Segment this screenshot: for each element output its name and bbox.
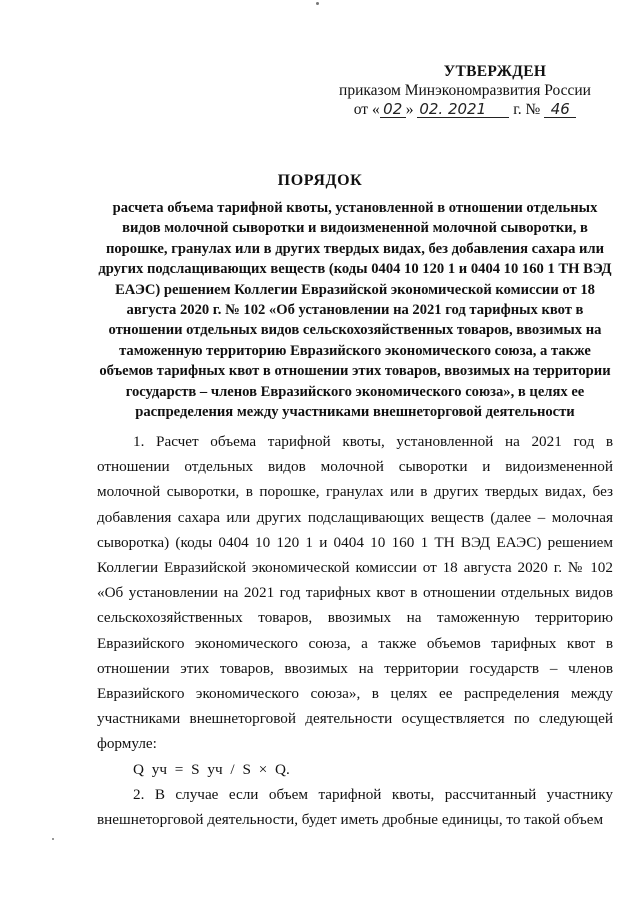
quote-close: » — [405, 101, 414, 118]
approval-block — [330, 62, 600, 119]
approval-heading: УТВЕРЖДЕН — [443, 63, 547, 80]
paragraph-1: 1. Расчет объема тарифной квоты, установленной на 2021 год в отношении отдельных видов молочной сыворотки и видоизмененной молочной сыворотки, в порошке, гранулах или в других твердых видах, без добавления сахара или других подслащивающих веществ (далее – молочная сыворотка) (коды 0404 10 120 1 и 0404 10 160 1 ТН ВЭД ЕАЭС) решением Коллегии Евразийской экономической комиссии от 18 августа 2020 г. № 102 «Об установлении на 2021 год тарифных квот в отношении отдельных видов сельскохозяйственных товаров, ввозимых на таможенную территорию Евразийского экономического союза, а также объемов тарифных квот в отношении этих товаров, ввозимых на территории государств – членов Евразийского экономического союза», в целях ее распределения между участниками внешнеторговой деятельности осуществляется по следующей формуле: — [97, 433, 613, 753]
handwritten-day: 02 — [380, 102, 406, 118]
approval-order-line — [330, 100, 600, 119]
approval-issuer: приказом Минэкономразвития России — [339, 82, 591, 99]
scan-speck — [52, 838, 54, 840]
year-number-label: г. № — [513, 101, 541, 118]
document-subtitle: расчета объема тарифной квоты, установленной в отношении отдельных видов молочной сыворотки и видоизмененной молочной сыворотки, в порошке, гранулах или в других твердых видах, без добавления сахара или других подслащивающих веществ (коды 0404 10 120 1 и 0404 10 160 1 ТН ВЭД ЕАЭС) решением Коллегии Евразийской экономической комиссии от 18 августа 2020 г. № 102 «Об установлении на 2021 год тарифных квот в отношении отдельных видов сельскохозяйственных товаров, ввозимых на таможенную территорию Евразийского экономического союза, а также объемов тарифных квот в отношении этих товаров, ввозимых на территории государств – членов Евразийского экономического союза», в целях ее распределения между участниками внешнеторговой деятельности — [98, 200, 612, 421]
handwritten-month-year: 02. 2021 — [417, 102, 509, 118]
document-title: ПОРЯДОК — [277, 172, 363, 189]
formula: Q уч = S уч / S × Q. — [133, 760, 290, 778]
handwritten-order-number: 46 — [544, 102, 576, 118]
scan-speck — [316, 2, 319, 5]
paragraph-2: 2. В случае если объем тарифной квоты, рассчитанный участнику внешнеторговой деятельности, будет иметь дробные единицы, то такой объем — [97, 785, 613, 829]
document-body — [97, 429, 613, 832]
from-label: от « — [353, 101, 380, 118]
